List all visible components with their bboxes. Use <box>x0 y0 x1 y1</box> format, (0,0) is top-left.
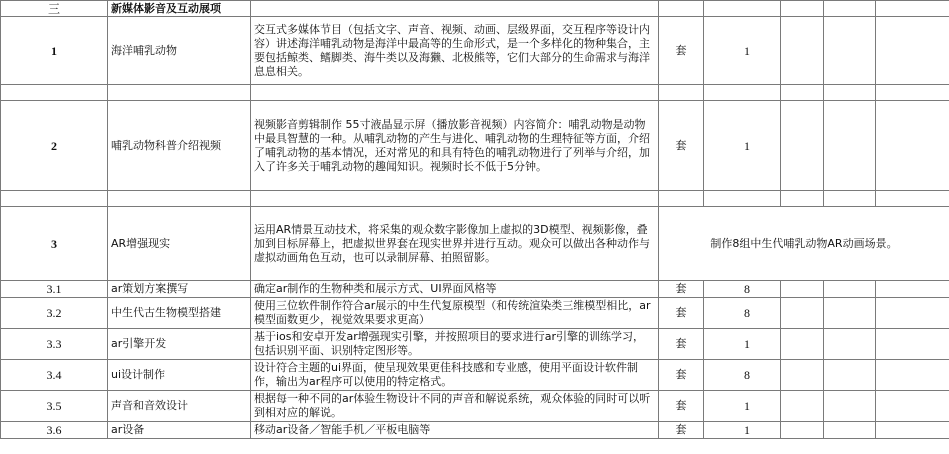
table-row <box>1 281 949 298</box>
table-row <box>1 207 949 281</box>
row-number[interactable]: 1 <box>1 17 108 85</box>
empty-cell[interactable] <box>876 329 949 360</box>
table-row <box>1 17 949 85</box>
empty-cell[interactable] <box>781 422 824 439</box>
empty-cell[interactable] <box>876 17 949 85</box>
item-quantity[interactable]: 8 <box>704 281 781 298</box>
item-unit[interactable]: 套 <box>659 391 704 422</box>
item-quantity[interactable]: 1 <box>704 422 781 439</box>
item-unit[interactable]: 套 <box>659 281 704 298</box>
item-unit[interactable]: 套 <box>659 101 704 191</box>
empty-cell[interactable] <box>781 191 824 207</box>
empty-cell[interactable] <box>781 281 824 298</box>
row-number[interactable]: 3.4 <box>1 360 108 391</box>
empty-cell[interactable] <box>876 422 949 439</box>
blank-row <box>1 191 949 207</box>
item-quantity[interactable]: 8 <box>704 298 781 329</box>
item-description[interactable]: 移动ar设备／智能手机／平板电脑等 <box>251 422 659 439</box>
empty-cell[interactable] <box>876 101 949 191</box>
item-unit[interactable]: 套 <box>659 17 704 85</box>
table-row <box>1 298 949 329</box>
item-unit[interactable]: 套 <box>659 422 704 439</box>
empty-cell[interactable] <box>659 85 704 101</box>
empty-cell[interactable] <box>824 360 876 391</box>
table-row <box>1 329 949 360</box>
empty-cell[interactable] <box>781 329 824 360</box>
item-unit[interactable]: 套 <box>659 298 704 329</box>
empty-cell[interactable] <box>781 101 824 191</box>
section-number[interactable]: 三 <box>1 1 108 17</box>
empty-cell[interactable] <box>1 191 108 207</box>
blank-row <box>1 85 949 101</box>
row-number[interactable]: 3.5 <box>1 391 108 422</box>
item-unit[interactable]: 套 <box>659 360 704 391</box>
empty-cell[interactable] <box>1 85 108 101</box>
item-name[interactable]: 声音和音效设计 <box>108 391 251 422</box>
empty-cell[interactable] <box>704 191 781 207</box>
empty-cell[interactable] <box>251 1 659 17</box>
table-row <box>1 422 949 439</box>
item-description[interactable]: 确定ar制作的生物种类和展示方式、UI界面风格等 <box>251 281 659 298</box>
table-row <box>1 101 949 191</box>
empty-cell[interactable] <box>824 17 876 85</box>
empty-cell[interactable] <box>876 1 949 17</box>
item-name[interactable]: ar策划方案撰写 <box>108 281 251 298</box>
empty-cell[interactable] <box>824 85 876 101</box>
table-row <box>1 391 949 422</box>
empty-cell[interactable] <box>781 1 824 17</box>
item-description[interactable]: 基于ios和安卓开发ar增强现实引擎，并按照项目的要求进行ar引擎的训练学习，包括识别平面、识别特定图形等。 <box>251 329 659 360</box>
row-number[interactable]: 2 <box>1 101 108 191</box>
empty-cell[interactable] <box>876 191 949 207</box>
empty-cell[interactable] <box>108 85 251 101</box>
row-number[interactable]: 3.2 <box>1 298 108 329</box>
empty-cell[interactable] <box>781 17 824 85</box>
empty-cell[interactable] <box>704 1 781 17</box>
empty-cell[interactable] <box>704 85 781 101</box>
item-note[interactable]: 制作8组中生代哺乳动物AR动画场景。 <box>659 207 949 281</box>
row-number[interactable]: 3.6 <box>1 422 108 439</box>
empty-cell[interactable] <box>824 391 876 422</box>
row-number[interactable]: 3.3 <box>1 329 108 360</box>
empty-cell[interactable] <box>876 298 949 329</box>
section-title[interactable]: 新媒体影音及互动展项 <box>108 1 251 17</box>
empty-cell[interactable] <box>659 191 704 207</box>
empty-cell[interactable] <box>824 1 876 17</box>
empty-cell[interactable] <box>876 281 949 298</box>
empty-cell[interactable] <box>781 391 824 422</box>
item-quantity[interactable]: 1 <box>704 101 781 191</box>
empty-cell[interactable] <box>659 1 704 17</box>
empty-cell[interactable] <box>251 191 659 207</box>
section-header-row <box>1 1 949 17</box>
empty-cell[interactable] <box>781 298 824 329</box>
empty-cell[interactable] <box>824 281 876 298</box>
item-quantity[interactable]: 1 <box>704 17 781 85</box>
row-number[interactable]: 3 <box>1 207 108 281</box>
empty-cell[interactable] <box>824 191 876 207</box>
item-name[interactable]: ar引擎开发 <box>108 329 251 360</box>
item-unit[interactable]: 套 <box>659 329 704 360</box>
item-description[interactable]: 使用三位软件制作符合ar展示的中生代复原模型（和传统渲染类三维模型相比，ar模型面数更少，视觉效果要求更高） <box>251 298 659 329</box>
empty-cell[interactable] <box>876 391 949 422</box>
item-quantity[interactable]: 1 <box>704 329 781 360</box>
empty-cell[interactable] <box>824 329 876 360</box>
item-name[interactable]: 中生代古生物模型搭建 <box>108 298 251 329</box>
empty-cell[interactable] <box>876 360 949 391</box>
item-name[interactable]: ui设计制作 <box>108 360 251 391</box>
row-number[interactable]: 3.1 <box>1 281 108 298</box>
table-row <box>1 360 949 391</box>
item-name[interactable]: 哺乳动物科普介绍视频 <box>108 101 251 191</box>
empty-cell[interactable] <box>824 298 876 329</box>
item-description[interactable]: 根据每一种不同的ar体验生物设计不同的声音和解说系统，观众体验的同时可以听到相对应的解说。 <box>251 391 659 422</box>
item-quantity[interactable]: 8 <box>704 360 781 391</box>
empty-cell[interactable] <box>824 422 876 439</box>
empty-cell[interactable] <box>251 85 659 101</box>
empty-cell[interactable] <box>781 85 824 101</box>
item-description[interactable]: 交互式多媒体节目（包括文字、声音、视频、动画、层级界面，交互程序等设计内容）讲述海洋哺乳动物是海洋中最高等的生命形式，是一个多样化的物种集合，主要包括鲸类、鳍脚类、海牛类以及海獭、北极熊等，它们大部分的生命需求与海洋息息相关。 <box>251 17 659 85</box>
empty-cell[interactable] <box>781 360 824 391</box>
empty-cell[interactable] <box>876 85 949 101</box>
empty-cell[interactable] <box>108 191 251 207</box>
item-name[interactable]: 海洋哺乳动物 <box>108 17 251 85</box>
item-description[interactable]: 设计符合主题的ui界面，使呈现效果更佳科技感和专业感，使用平面设计软件制作，输出为ar程序可以使用的特定格式。 <box>251 360 659 391</box>
item-description[interactable]: 运用AR情景互动技术，将采集的观众数字影像加上虚拟的3D模型、视频影像，叠加到目标屏幕上，把虚拟世界套在现实世界并进行互动。观众可以做出各种动作与虚拟动画角色互动，也可以录制屏幕、拍照留影。 <box>251 207 659 281</box>
item-description[interactable]: 视频影音剪辑制作 55寸液晶显示屏（播放影音视频）内容简介：哺乳动物是动物中最具智慧的一种。从哺乳动物的产生与进化、哺乳动物的生理特征等方面，介绍了哺乳动物的基本情况，还对常见的和具有特色的哺乳动物进行了列举与介绍，加入了许多关于哺乳动物的趣闻知识。视频时长不低于5分钟。 <box>251 101 659 191</box>
empty-cell[interactable] <box>824 101 876 191</box>
item-name[interactable]: AR增强现实 <box>108 207 251 281</box>
item-quantity[interactable]: 1 <box>704 391 781 422</box>
item-name[interactable]: ar设备 <box>108 422 251 439</box>
